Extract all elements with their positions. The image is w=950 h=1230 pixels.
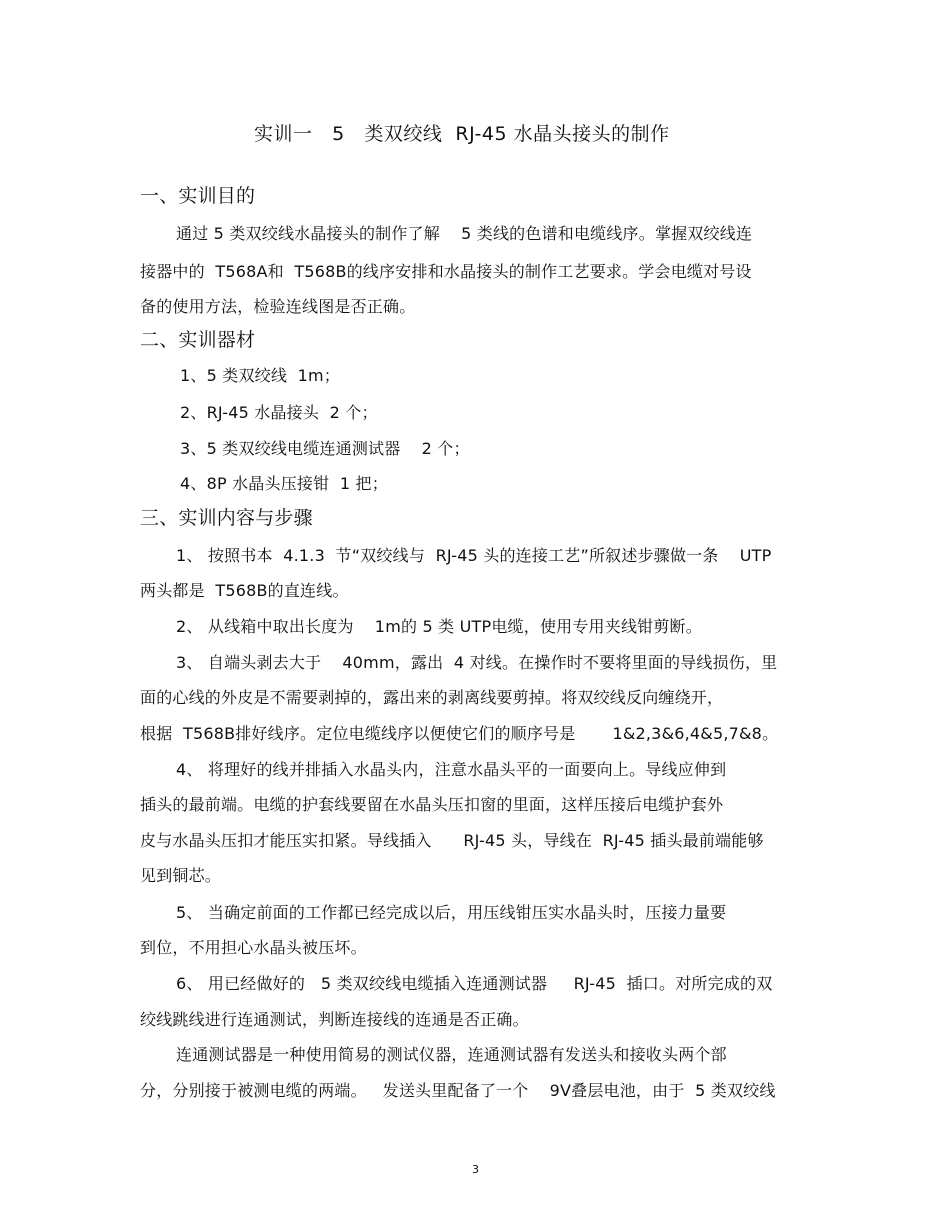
paragraph-line: 5、 当确定前面的工作都已经完成以后，用压线钳压实水晶头时，压接力量要 <box>176 903 727 922</box>
paragraph-line: 插头的最前端。电缆的护套线要留在水晶头压扣窗的里面，这样压接后电缆护套外 <box>140 795 724 814</box>
section-heading-steps: 三、实训内容与步骤 <box>140 507 313 529</box>
paragraph-line: 6、 用已经做好的 5 类双绞线电缆插入连通测试器 RJ-45 插口。对所完成的双 <box>176 974 773 993</box>
section-heading-objectives: 一、实训目的 <box>140 185 256 207</box>
paragraph-line: 绞线跳线进行连通测试，判断连接线的连通是否正确。 <box>140 1010 529 1029</box>
paragraph-line: 1、 按照书本 4.1.3 节“双绞线与 RJ-45 头的连接工艺”所叙述步骤做一条 UTP <box>176 546 772 565</box>
equipment-item: 1、5 类双绞线 1m； <box>180 366 340 385</box>
document-title: 实训一 5 类双绞线 RJ-45 水晶头接头的制作 <box>254 123 670 145</box>
paragraph-line: 两头都是 T568B的直连线。 <box>140 581 349 600</box>
paragraph-line: 3、 自端头剥去大于 40mm，露出 4 对线。在操作时不要将里面的导线损伤，里 <box>176 653 778 672</box>
paragraph-line: 连通测试器是一种使用简易的测试仪器，连通测试器有发送头和接收头两个部 <box>176 1045 727 1064</box>
paragraph-line: 到位，不用担心水晶头被压坏。 <box>140 938 367 957</box>
paragraph-line: 接器中的 T568A和 T568B的线序安排和水晶接头的制作工艺要求。学会电缆对号设 <box>140 262 752 281</box>
paragraph-line: 通过 5 类双绞线水晶接头的制作了解 5 类线的色谱和电缆线序。掌握双绞线连 <box>176 224 753 243</box>
paragraph-line: 备的使用方法，检验连线图是否正确。 <box>140 297 416 316</box>
page-number: 3 <box>472 1163 480 1176</box>
paragraph-line: 2、 从线箱中取出长度为 1m的 5 类 UTP电缆，使用专用夹线钳剪断。 <box>176 617 702 636</box>
equipment-item: 4、8P 水晶头压接钳 1 把； <box>180 474 388 493</box>
paragraph-line: 4、 将理好的线并排插入水晶头内，注意水晶头平的一面要向上。导线应伸到 <box>176 760 727 779</box>
paragraph-line: 见到铜芯。 <box>140 866 222 885</box>
equipment-item: 3、5 类双绞线电缆连通测试器 2 个； <box>180 439 470 458</box>
paragraph-line: 根据 T568B排好线序。定位电缆线序以便使它们的顺序号是 1&2,3&6,4&5,7&8。 <box>140 724 779 743</box>
section-heading-equipment: 二、实训器材 <box>140 329 256 351</box>
paragraph-line: 面的心线的外皮是不需要剥掉的，露出来的剥离线要剪掉。将双绞线反向缠绕开， <box>140 688 724 707</box>
equipment-item: 2、RJ-45 水晶接头 2 个； <box>180 403 378 422</box>
paragraph-line: 分，分别接于被测电缆的两端。 发送头里配备了一个 9V叠层电池，由于 5 类双绞线 <box>140 1081 776 1100</box>
paragraph-line: 皮与水晶头压扣才能压实扣紧。导线插入 RJ-45 头，导线在 RJ-45 插头最前端能够 <box>140 831 764 850</box>
